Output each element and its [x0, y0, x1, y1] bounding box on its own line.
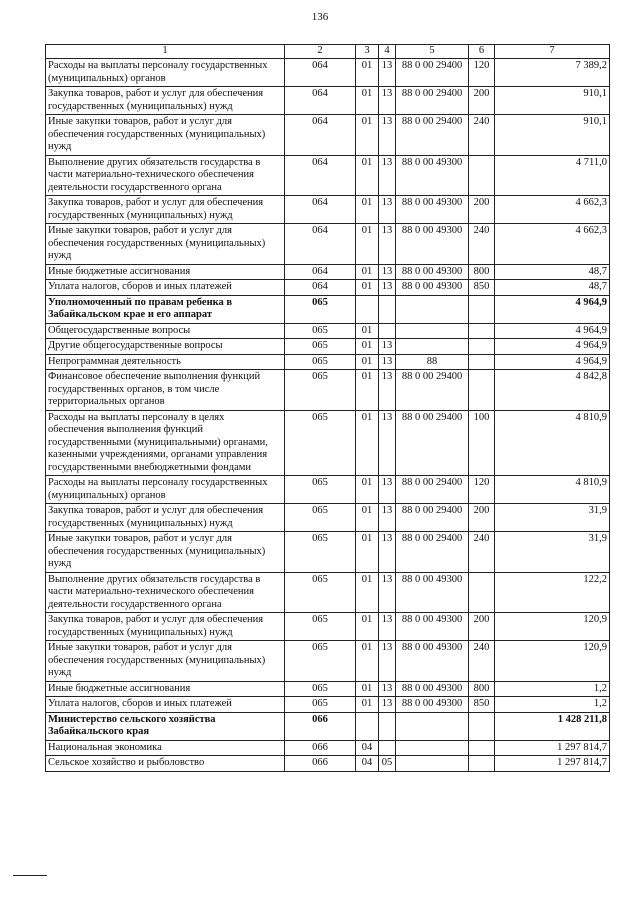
cell-rz-code: 04	[356, 756, 379, 772]
cell-name: Расходы на выплаты персоналу в целях обеспечения выполнения функций государственными (муниципальными) органами, казенными учреждениями, органами управления государственными внебюджетными фондами	[46, 410, 285, 476]
cell-gr-code: 065	[285, 354, 356, 370]
cell-name: Закупка товаров, работ и услуг для обеспечения государственных (муниципальных) нужд	[46, 504, 285, 532]
cell-gr-code: 065	[285, 295, 356, 323]
table-row	[46, 410, 610, 476]
cell-rz-code: 01	[356, 613, 379, 641]
cell-gr-code: 064	[285, 224, 356, 265]
cell-vr-code: 240	[469, 532, 495, 573]
cell-csr-code: 88 0 00 49300	[396, 572, 469, 613]
cell-gr-code: 064	[285, 280, 356, 296]
table-row	[46, 532, 610, 573]
cell-pr-code: 13	[379, 354, 396, 370]
cell-pr-code: 13	[379, 115, 396, 156]
cell-gr-code: 064	[285, 115, 356, 156]
cell-csr-code: 88	[396, 354, 469, 370]
cell-pr-code: 13	[379, 370, 396, 411]
table-row	[46, 264, 610, 280]
cell-vr-code: 800	[469, 264, 495, 280]
cell-rz-code: 01	[356, 264, 379, 280]
cell-rz-code: 01	[356, 410, 379, 476]
cell-name: Другие общегосударственные вопросы	[46, 339, 285, 355]
cell-sum: 4 810,9	[495, 476, 610, 504]
cell-vr-code: 240	[469, 641, 495, 682]
table-row	[46, 196, 610, 224]
cell-name: Закупка товаров, работ и услуг для обеспечения государственных (муниципальных) нужд	[46, 196, 285, 224]
cell-name: Иные закупки товаров, работ и услуг для обеспечения государственных (муниципальных) нужд	[46, 224, 285, 265]
cell-sum: 7 389,2	[495, 59, 610, 87]
cell-name: Иные закупки товаров, работ и услуг для обеспечения государственных (муниципальных) нужд	[46, 115, 285, 156]
cell-vr-code: 200	[469, 87, 495, 115]
budget-table	[45, 44, 610, 772]
cell-pr-code: 13	[379, 224, 396, 265]
table-row	[46, 339, 610, 355]
cell-pr-code: 13	[379, 410, 396, 476]
cell-rz-code: 01	[356, 476, 379, 504]
cell-rz-code: 01	[356, 339, 379, 355]
cell-sum: 4 810,9	[495, 410, 610, 476]
cell-rz-code: 01	[356, 354, 379, 370]
table-row	[46, 504, 610, 532]
cell-csr-code: 88 0 00 29400	[396, 115, 469, 156]
cell-csr-code: 88 0 00 29400	[396, 87, 469, 115]
cell-pr-code: 13	[379, 155, 396, 196]
cell-vr-code: 800	[469, 681, 495, 697]
cell-gr-code: 065	[285, 641, 356, 682]
column-header: 1	[46, 45, 285, 59]
cell-sum: 122,2	[495, 572, 610, 613]
cell-sum: 4 842,8	[495, 370, 610, 411]
cell-vr-code: 850	[469, 697, 495, 713]
cell-sum: 4 711,0	[495, 155, 610, 196]
cell-sum: 4 964,9	[495, 354, 610, 370]
cell-pr-code	[379, 323, 396, 339]
cell-gr-code: 065	[285, 370, 356, 411]
cell-pr-code: 13	[379, 476, 396, 504]
cell-name: Уплата налогов, сборов и иных платежей	[46, 280, 285, 296]
cell-name: Иные бюджетные ассигнования	[46, 264, 285, 280]
cell-name: Иные бюджетные ассигнования	[46, 681, 285, 697]
cell-sum: 4 964,9	[495, 339, 610, 355]
cell-vr-code: 100	[469, 410, 495, 476]
cell-csr-code: 88 0 00 49300	[396, 196, 469, 224]
cell-csr-code: 88 0 00 29400	[396, 410, 469, 476]
column-header: 5	[396, 45, 469, 59]
table-row	[46, 756, 610, 772]
table-row	[46, 641, 610, 682]
cell-rz-code: 01	[356, 115, 379, 156]
cell-sum: 4 662,3	[495, 224, 610, 265]
cell-sum: 48,7	[495, 264, 610, 280]
cell-pr-code	[379, 712, 396, 740]
cell-pr-code: 13	[379, 264, 396, 280]
cell-vr-code: 120	[469, 59, 495, 87]
cell-rz-code: 01	[356, 504, 379, 532]
cell-csr-code: 88 0 00 49300	[396, 613, 469, 641]
cell-gr-code: 065	[285, 339, 356, 355]
cell-pr-code: 13	[379, 697, 396, 713]
cell-csr-code: 88 0 00 29400	[396, 504, 469, 532]
cell-name: Расходы на выплаты персоналу государственных (муниципальных) органов	[46, 476, 285, 504]
cell-sum: 120,9	[495, 641, 610, 682]
cell-rz-code: 01	[356, 681, 379, 697]
cell-pr-code: 13	[379, 572, 396, 613]
cell-name: Выполнение других обязательств государства в части материально-технического обеспечения деятельности государственного органа	[46, 155, 285, 196]
cell-gr-code: 064	[285, 264, 356, 280]
cell-vr-code	[469, 339, 495, 355]
cell-rz-code	[356, 295, 379, 323]
cell-sum: 31,9	[495, 532, 610, 573]
column-header: 6	[469, 45, 495, 59]
table-row	[46, 681, 610, 697]
page-number: 136	[311, 11, 329, 23]
table-row	[46, 572, 610, 613]
cell-name: Расходы на выплаты персоналу государственных (муниципальных) органов	[46, 59, 285, 87]
table-row	[46, 740, 610, 756]
cell-sum: 1,2	[495, 697, 610, 713]
cell-name: Министерство сельского хозяйства Забайкальского края	[46, 712, 285, 740]
cell-rz-code: 04	[356, 740, 379, 756]
cell-gr-code: 065	[285, 613, 356, 641]
cell-gr-code: 066	[285, 740, 356, 756]
table-row	[46, 115, 610, 156]
cell-csr-code	[396, 339, 469, 355]
cell-csr-code: 88 0 00 29400	[396, 59, 469, 87]
cell-csr-code: 88 0 00 49300	[396, 681, 469, 697]
cell-csr-code: 88 0 00 49300	[396, 641, 469, 682]
cell-gr-code: 064	[285, 87, 356, 115]
cell-name: Уплата налогов, сборов и иных платежей	[46, 697, 285, 713]
cell-rz-code: 01	[356, 697, 379, 713]
cell-name: Финансовое обеспечение выполнения функций государственных органов, в том числе территориальных органов	[46, 370, 285, 411]
column-header: 4	[379, 45, 396, 59]
cell-name: Иные закупки товаров, работ и услуг для обеспечения государственных (муниципальных) нужд	[46, 532, 285, 573]
cell-csr-code: 88 0 00 29400	[396, 370, 469, 411]
cell-pr-code: 13	[379, 504, 396, 532]
cell-name: Выполнение других обязательств государства в части материально-технического обеспечения деятельности государственного органа	[46, 572, 285, 613]
cell-rz-code: 01	[356, 59, 379, 87]
cell-rz-code: 01	[356, 641, 379, 682]
cell-sum: 1,2	[495, 681, 610, 697]
table-row	[46, 354, 610, 370]
cell-sum: 4 964,9	[495, 323, 610, 339]
cell-vr-code: 240	[469, 115, 495, 156]
cell-csr-code: 88 0 00 49300	[396, 280, 469, 296]
cell-gr-code: 065	[285, 504, 356, 532]
cell-name: Сельское хозяйство и рыболовство	[46, 756, 285, 772]
cell-gr-code: 064	[285, 155, 356, 196]
cell-csr-code	[396, 756, 469, 772]
cell-vr-code	[469, 572, 495, 613]
cell-sum: 910,1	[495, 87, 610, 115]
cell-rz-code: 01	[356, 224, 379, 265]
cell-csr-code: 88 0 00 49300	[396, 697, 469, 713]
cell-csr-code: 88 0 00 29400	[396, 476, 469, 504]
cell-csr-code: 88 0 00 49300	[396, 155, 469, 196]
cell-csr-code: 88 0 00 49300	[396, 264, 469, 280]
cell-pr-code: 13	[379, 532, 396, 573]
cell-vr-code	[469, 295, 495, 323]
cell-pr-code: 13	[379, 59, 396, 87]
cell-vr-code	[469, 323, 495, 339]
cell-gr-code: 064	[285, 196, 356, 224]
table-row	[46, 59, 610, 87]
cell-name: Уполномоченный по правам ребенка в Забайкальском крае и его аппарат	[46, 295, 285, 323]
cell-name: Национальная экономика	[46, 740, 285, 756]
cell-sum: 31,9	[495, 504, 610, 532]
cell-gr-code: 066	[285, 712, 356, 740]
footnote-divider	[13, 875, 47, 876]
cell-vr-code	[469, 740, 495, 756]
cell-gr-code: 065	[285, 532, 356, 573]
cell-pr-code: 05	[379, 756, 396, 772]
cell-gr-code: 066	[285, 756, 356, 772]
table-row	[46, 295, 610, 323]
cell-rz-code: 01	[356, 323, 379, 339]
cell-vr-code	[469, 370, 495, 411]
cell-rz-code	[356, 712, 379, 740]
cell-vr-code	[469, 756, 495, 772]
cell-sum: 1 428 211,8	[495, 712, 610, 740]
column-header: 7	[495, 45, 610, 59]
cell-gr-code: 065	[285, 410, 356, 476]
cell-gr-code: 065	[285, 476, 356, 504]
cell-pr-code: 13	[379, 339, 396, 355]
table-row	[46, 476, 610, 504]
cell-pr-code	[379, 295, 396, 323]
cell-gr-code: 065	[285, 681, 356, 697]
table-row	[46, 613, 610, 641]
cell-vr-code: 200	[469, 613, 495, 641]
cell-rz-code: 01	[356, 572, 379, 613]
cell-pr-code: 13	[379, 87, 396, 115]
cell-csr-code	[396, 295, 469, 323]
cell-vr-code	[469, 354, 495, 370]
cell-name: Закупка товаров, работ и услуг для обеспечения государственных (муниципальных) нужд	[46, 87, 285, 115]
table-row	[46, 280, 610, 296]
cell-sum: 48,7	[495, 280, 610, 296]
cell-csr-code: 88 0 00 29400	[396, 532, 469, 573]
cell-sum: 1 297 814,7	[495, 756, 610, 772]
cell-vr-code: 240	[469, 224, 495, 265]
cell-name: Закупка товаров, работ и услуг для обеспечения государственных (муниципальных) нужд	[46, 613, 285, 641]
table-header-row	[46, 45, 610, 59]
cell-pr-code: 13	[379, 196, 396, 224]
cell-rz-code: 01	[356, 87, 379, 115]
cell-rz-code: 01	[356, 196, 379, 224]
cell-sum: 120,9	[495, 613, 610, 641]
column-header: 2	[285, 45, 356, 59]
cell-vr-code: 120	[469, 476, 495, 504]
table-row	[46, 155, 610, 196]
cell-pr-code: 13	[379, 613, 396, 641]
table-row	[46, 697, 610, 713]
cell-vr-code	[469, 155, 495, 196]
cell-csr-code	[396, 323, 469, 339]
cell-pr-code: 13	[379, 280, 396, 296]
cell-pr-code: 13	[379, 681, 396, 697]
cell-pr-code	[379, 740, 396, 756]
table-row	[46, 87, 610, 115]
cell-vr-code: 200	[469, 504, 495, 532]
cell-csr-code	[396, 712, 469, 740]
cell-csr-code	[396, 740, 469, 756]
cell-rz-code: 01	[356, 370, 379, 411]
cell-vr-code: 850	[469, 280, 495, 296]
cell-sum: 910,1	[495, 115, 610, 156]
cell-sum: 4 662,3	[495, 196, 610, 224]
cell-rz-code: 01	[356, 280, 379, 296]
cell-rz-code: 01	[356, 532, 379, 573]
cell-csr-code: 88 0 00 49300	[396, 224, 469, 265]
column-header: 3	[356, 45, 379, 59]
cell-vr-code	[469, 712, 495, 740]
table-row	[46, 712, 610, 740]
table-row	[46, 323, 610, 339]
cell-gr-code: 065	[285, 323, 356, 339]
cell-gr-code: 065	[285, 572, 356, 613]
cell-name: Общегосударственные вопросы	[46, 323, 285, 339]
table-row	[46, 224, 610, 265]
cell-gr-code: 064	[285, 59, 356, 87]
cell-sum: 4 964,9	[495, 295, 610, 323]
cell-rz-code: 01	[356, 155, 379, 196]
cell-gr-code: 065	[285, 697, 356, 713]
cell-pr-code: 13	[379, 641, 396, 682]
table-row	[46, 370, 610, 411]
cell-name: Непрограммная деятельность	[46, 354, 285, 370]
cell-sum: 1 297 814,7	[495, 740, 610, 756]
cell-name: Иные закупки товаров, работ и услуг для обеспечения государственных (муниципальных) нужд	[46, 641, 285, 682]
cell-vr-code: 200	[469, 196, 495, 224]
